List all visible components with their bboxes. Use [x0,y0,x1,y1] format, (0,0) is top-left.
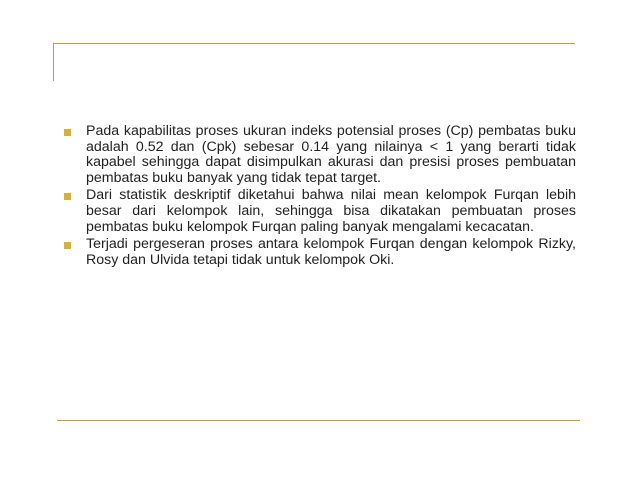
square-bullet-icon [64,129,71,136]
bullet-text: Dari statistik deskriptif diketahui bahwa nilai mean kelompok Furqan lebih besar dari kelompok lain, sehingga bisa dikatakan pembuatan proses pembatas buku kelompok Furqan paling banyak mengalami kecacatan. [86,187,576,235]
bullet-item-2 [64,188,576,235]
bullet-item-3 [64,237,576,268]
bullet-item-1 [64,124,576,186]
bullet-text: Pada kapabilitas proses ukuran indeks potensial proses (Cp) pembatas buku adalah 0.52 dan (Cpk) sebesar 0.14 yang nilainya < 1 yang berarti tidak kapabel sehingga dapat disimpulkan akurasi dan presisi proses pembuatan pembatas buku banyak yang tidak tepat target. [86,123,576,186]
top-divider [54,43,575,44]
square-bullet-icon [64,193,71,200]
square-bullet-icon [64,242,71,249]
bullet-list [64,124,576,270]
bottom-divider [57,420,580,421]
bullet-text: Terjadi pergeseran proses antara kelompok Furqan dengan kelompok Rizky, Rosy dan Ulvida tetapi tidak untuk kelompok Oki. [86,236,576,268]
left-divider [53,43,54,81]
